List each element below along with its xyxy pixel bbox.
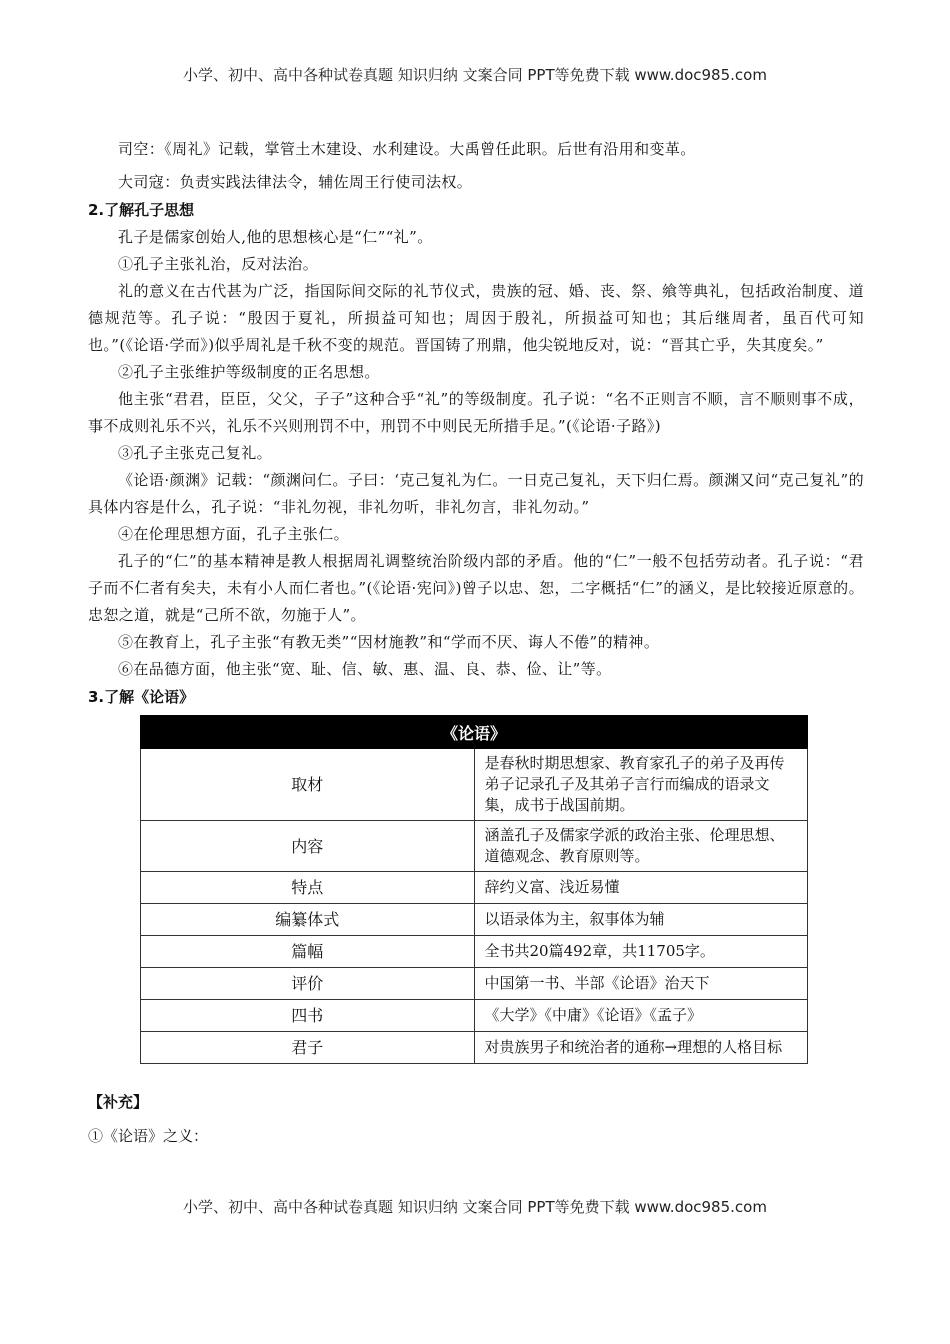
- table-value: 中国第一书、半部《论语》治天下: [474, 968, 808, 1000]
- paragraph-dasikou: 大司寇：负责实践法律法令，辅佐周王行使司法权。: [118, 173, 473, 191]
- point-2: ②孔子主张维护等级制度的正名思想。: [118, 363, 380, 381]
- table-key: 特点: [141, 872, 475, 904]
- table-title: 《论语》: [141, 716, 808, 749]
- table-key: 评价: [141, 968, 475, 1000]
- paragraph-intro: 孔子是儒家创始人,他的思想核心是“仁”“礼”。: [118, 228, 433, 246]
- table-value: 《大学》《中庸》《论语》《孟子》: [474, 1000, 808, 1032]
- table-key: 取材: [141, 749, 475, 821]
- point-4: ④在伦理思想方面，孔子主张仁。: [118, 525, 350, 543]
- point-3-body: 《论语·颜渊》记载：“颜渊问仁。子曰：‘克己复礼为仁。一日克己复礼，天下归仁焉。颜渊又问“克己复礼”的具体内容是什么，孔子说：“非礼勿视，非礼勿听，非礼勿言，非礼勿动。”: [88, 471, 864, 516]
- table-row: [141, 749, 808, 821]
- table-key: 编纂体式: [141, 904, 475, 936]
- table-row: [141, 872, 808, 904]
- supplement-line: ①《论语》之义：: [88, 1127, 209, 1145]
- table-value: 对贵族男子和统治者的通称→理想的人格目标: [474, 1032, 808, 1064]
- header-banner: 小学、初中、高中各种试卷真题 知识归纳 文案合同 PPT等免费下载 www.doc985.com: [183, 66, 767, 84]
- table-value: 涵盖孔子及儒家学派的政治主张、伦理思想、道德观念、教育原则等。: [474, 821, 808, 872]
- point-5: ⑤在教育上，孔子主张“有教无类”“因材施教”和“学而不厌、诲人不倦”的精神。: [118, 633, 660, 651]
- table-row: [141, 904, 808, 936]
- table-row: [141, 1000, 808, 1032]
- footer-banner: 小学、初中、高中各种试卷真题 知识归纳 文案合同 PPT等免费下载 www.doc985.com: [183, 1198, 767, 1216]
- point-4-body: 孔子的“仁”的基本精神是教人根据周礼调整统治阶级内部的矛盾。他的“仁”一般不包括劳动者。孔子说：“君子而不仁者有矣夫，未有小人而仁者也。”(《论语·宪问》)曾子以忠、恕，二字概括“仁”的涵义，是比较接近原意的。忠恕之道，就是“己所不欲，勿施于人”。: [88, 552, 864, 624]
- table-value: 辞约义富、浅近易懂: [474, 872, 808, 904]
- table-value: 是春秋时期思想家、教育家孔子的弟子及再传弟子记录孔子及其弟子言行而编成的语录文集，成书于战国前期。: [474, 749, 808, 821]
- section-heading-analects: 3.了解《论语》: [88, 688, 195, 706]
- table-row: [141, 1032, 808, 1064]
- document-body: [88, 136, 864, 1150]
- table-key: 内容: [141, 821, 475, 872]
- supplement-heading: 【补充】: [88, 1093, 149, 1111]
- table-key: 四书: [141, 1000, 475, 1032]
- table-value: 全书共20篇492章，共11705字。: [474, 936, 808, 968]
- analects-table: [140, 715, 808, 1064]
- section-heading-confucius-thought: 2.了解孔子思想: [88, 201, 195, 219]
- table-value: 以语录体为主，叙事体为辅: [474, 904, 808, 936]
- table-key: 篇幅: [141, 936, 475, 968]
- table-key: 君子: [141, 1032, 475, 1064]
- table-row: [141, 936, 808, 968]
- point-2-body: 他主张“君君，臣臣，父父，子子”这种合乎“礼”的等级制度。孔子说：“名不正则言不顺，言不顺则事不成，事不成则礼乐不兴，礼乐不兴则刑罚不中，刑罚不中则民无所措手足。”(《论语·子路》): [88, 390, 864, 435]
- point-3: ③孔子主张克己复礼。: [118, 444, 273, 462]
- point-1: ①孔子主张礼治，反对法治。: [118, 255, 319, 273]
- paragraph-sikong: 司空：《周礼》记载，掌管土木建设、水利建设。大禹曾任此职。后世有沿用和变革。: [118, 140, 696, 158]
- point-1-body: 礼的意义在古代甚为广泛，指国际间交际的礼节仪式，贵族的冠、婚、丧、祭、飨等典礼，包括政治制度、道德规范等。孔子说：“殷因于夏礼，所损益可知也；周因于殷礼，所损益可知也；其后继周者，虽百代可知也。”(《论语·学而》)似乎周礼是千秋不变的规范。晋国铸了刑鼎，他尖锐地反对，说：“晋其亡乎，失其度矣。”: [88, 282, 864, 354]
- point-6: ⑥在品德方面，他主张“宽、耻、信、敏、惠、温、良、恭、俭、让”等。: [118, 660, 612, 678]
- table-row: [141, 968, 808, 1000]
- table-row: [141, 821, 808, 872]
